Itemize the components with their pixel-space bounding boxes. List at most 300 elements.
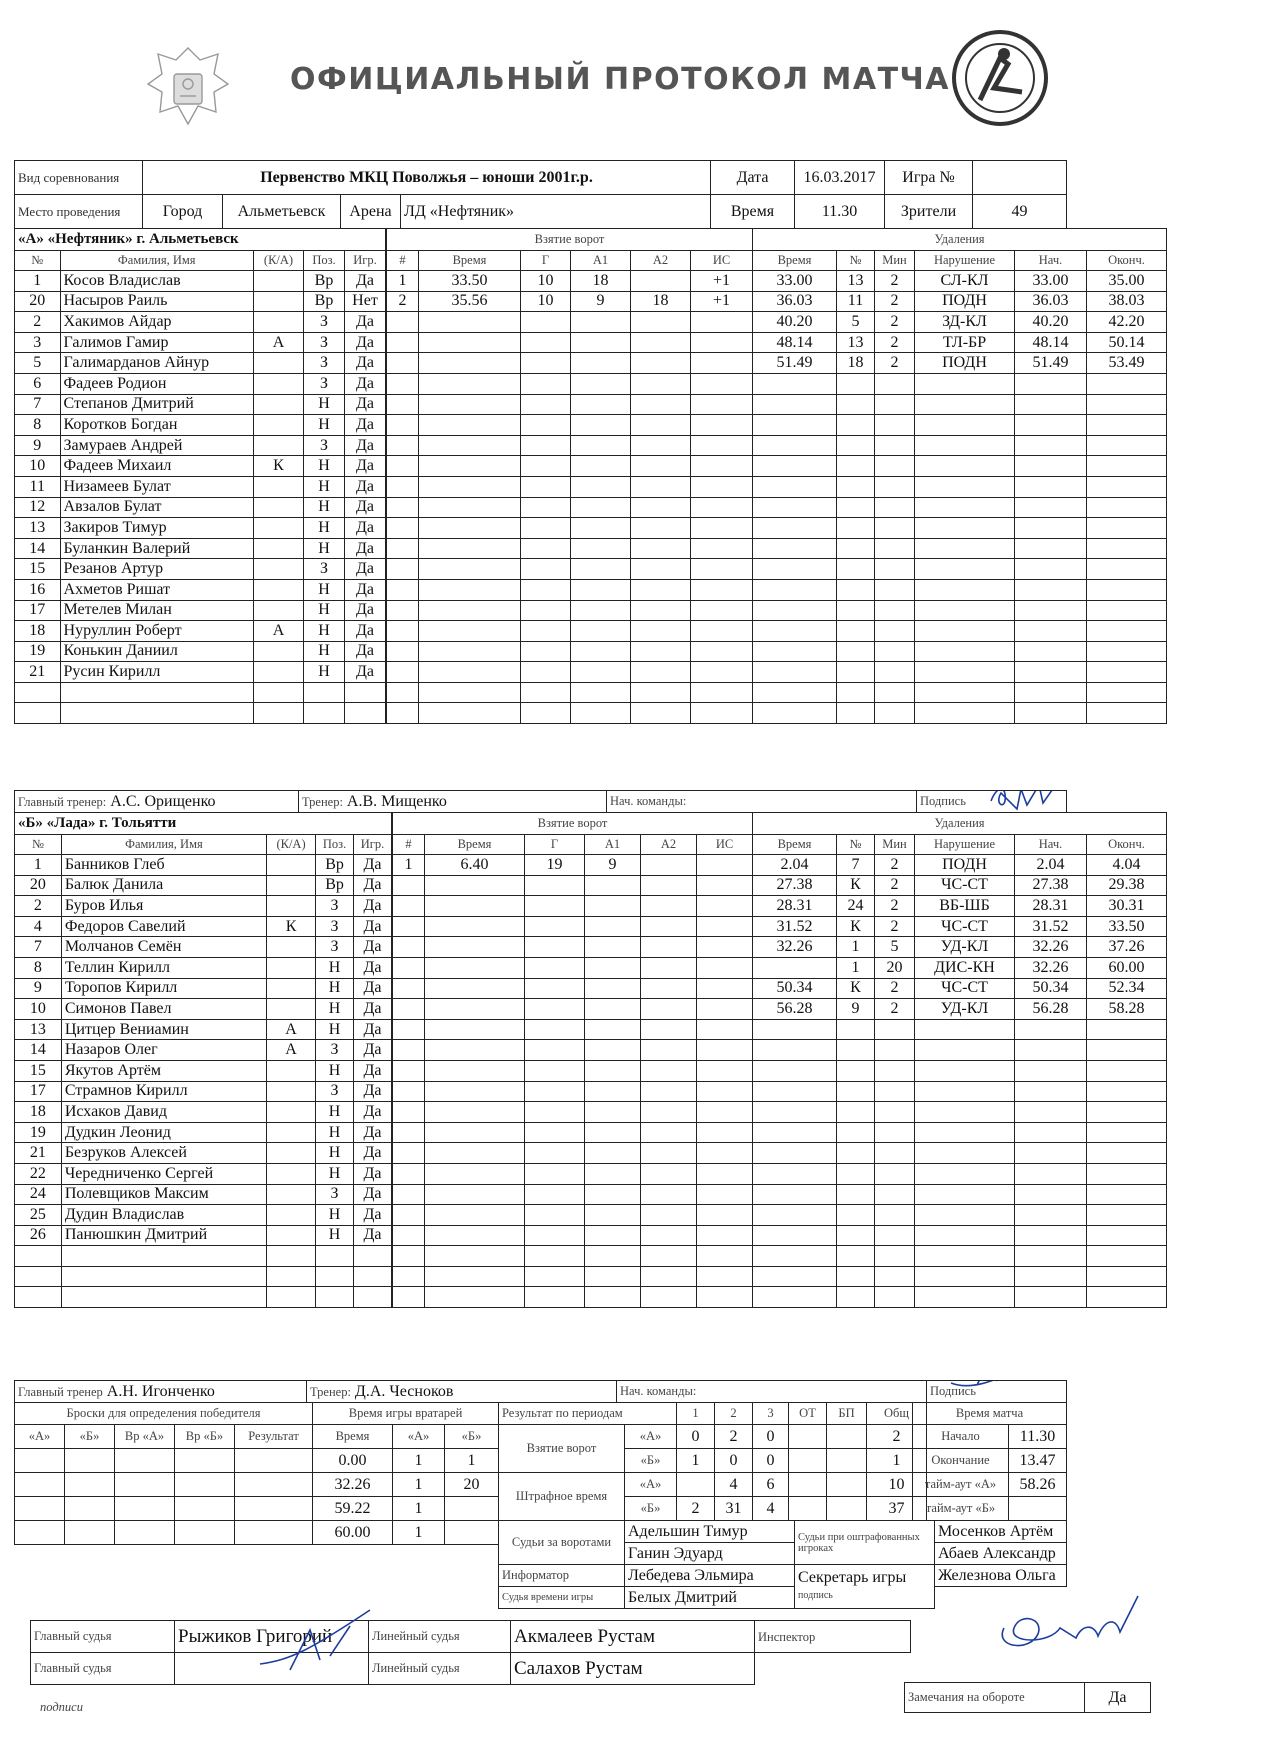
team-b-player-row-cell: Симонов Павел: [61, 999, 266, 1020]
team-a-player-row-cell: Вр: [304, 271, 345, 292]
game-value: [973, 161, 1067, 195]
team-a-penalty-row-cell: [915, 476, 1015, 497]
team-b-goal-row-cell: [393, 1287, 425, 1308]
team-b-player-row: [15, 875, 392, 896]
team-a-penalty-row-cell: 13: [837, 271, 875, 292]
team-a-penalty-row-cell: [1015, 497, 1087, 518]
team-a-penalty-row-cell: [1087, 703, 1167, 724]
col-pos: Поз.: [316, 835, 354, 855]
shootout-row-cell: [175, 1473, 235, 1497]
team-b-goal-row-cell: [393, 916, 425, 937]
team-a-penalty-row-cell: [875, 621, 915, 642]
team-b-player-row: [15, 1143, 392, 1164]
gk-row-cell: 32.26: [313, 1473, 393, 1497]
col-pen-min: Мин: [875, 835, 915, 855]
team-a-player-row-cell: [253, 559, 303, 580]
team-b-player-row-cell: Да: [353, 1205, 391, 1226]
team-a-penalty-row-cell: [753, 456, 837, 477]
team-a-player-row: [15, 641, 386, 662]
team-b-player-row-cell: Да: [353, 855, 391, 876]
secretary: Железнова Ольга: [935, 1565, 1067, 1587]
team-a-player-row-cell: [253, 703, 303, 724]
team-a-penalty-row-cell: 48.14: [1015, 332, 1087, 353]
team-b-goal-row: [393, 1205, 753, 1226]
col-played: Игр.: [345, 251, 386, 271]
team-a-player-row-cell: З: [304, 559, 345, 580]
timeout-a-value: 58.26: [1009, 1473, 1067, 1497]
team-a-penalty-row-cell: 2: [875, 291, 915, 312]
team-b-goal-row-cell: [697, 1081, 753, 1102]
team-a-goal-row: [387, 373, 753, 394]
team-b-goal-row: [393, 1081, 753, 1102]
team-b-goal-row: [393, 1266, 753, 1287]
team-a-penalty-row-cell: 51.49: [1015, 353, 1087, 374]
team-a-penalty-row-cell: [753, 682, 837, 703]
team-b-penalty-row-cell: [1015, 1163, 1087, 1184]
team-a-penalty-row-cell: ПОДН: [915, 353, 1015, 374]
gk-row-cell: [445, 1521, 499, 1545]
team-b-player-row-cell: [267, 1287, 316, 1308]
team-a-goal-row-cell: [631, 456, 691, 477]
team-b-penalty-row-cell: ПОДН: [915, 855, 1015, 876]
team-b-player-row-cell: [267, 1122, 316, 1143]
team-b-penalty-row-cell: [1087, 1019, 1167, 1040]
team-b-player-row-cell: Да: [353, 999, 391, 1020]
team-b-goal-row: [393, 1287, 753, 1308]
team-b-player-row-cell: Да: [353, 1019, 391, 1040]
team-a-penalty-row-cell: СЛ-КЛ: [915, 271, 1015, 292]
team-a-goal-row-cell: 1: [387, 271, 419, 292]
team-b-goal-row-cell: [641, 896, 697, 917]
team-b-goal-row: [393, 1163, 753, 1184]
team-a-goal-row-cell: [521, 703, 571, 724]
team-b-goal-row-cell: [393, 1246, 425, 1267]
team-b-penalty-row: [753, 1081, 1167, 1102]
team-b-player-row-cell: А: [267, 1019, 316, 1040]
team-b-penalty-row-cell: [753, 1184, 837, 1205]
team-a-penalty-row: [753, 353, 1167, 374]
team-a-goal-row-cell: [419, 559, 521, 580]
col-assist1: А1: [571, 251, 631, 271]
team-b-goal-row-cell: [425, 1102, 525, 1123]
team-a-penalty-row: [753, 456, 1167, 477]
team-a-penalty-row-cell: [1015, 456, 1087, 477]
team-b-player-row: [15, 937, 392, 958]
team-a-goal-row-cell: [521, 456, 571, 477]
team-a-goal-row-cell: [631, 538, 691, 559]
team-a-penalty-row-cell: [753, 497, 837, 518]
team-b-player-row-cell: Да: [353, 916, 391, 937]
team-b-goal-row-cell: [697, 937, 753, 958]
team-a-goal-row-cell: [631, 703, 691, 724]
team-a-player-row-cell: Да: [345, 600, 386, 621]
team-a-goal-row-cell: [571, 435, 631, 456]
team-b-player-row-cell: Н: [316, 1163, 354, 1184]
team-a-penalty-row-cell: [837, 559, 875, 580]
team-b-penalty-row-cell: 2.04: [753, 855, 837, 876]
team-b-player-row-cell: Безруков Алексей: [61, 1143, 266, 1164]
col-pen-num: №: [837, 835, 875, 855]
team-b-penalty-row-cell: [915, 1225, 1015, 1246]
team-b-goal-row-cell: [425, 1266, 525, 1287]
team-a-penalty-row-cell: 11: [837, 291, 875, 312]
team-b-penalty-row-cell: 33.50: [1087, 916, 1167, 937]
team-b-penalty-row-cell: 58.28: [1087, 999, 1167, 1020]
team-a-goal-row: [387, 621, 753, 642]
team-b-penalty-row-cell: К: [837, 978, 875, 999]
team-a-goal-row-cell: [691, 600, 753, 621]
team-a-player-row-cell: [304, 682, 345, 703]
shootout-row-cell: [65, 1521, 115, 1545]
team-a-penalty-row: [753, 497, 1167, 518]
team-b-penalty-row-cell: [915, 1184, 1015, 1205]
team-b-penalty-row: [753, 875, 1167, 896]
team-b-player-row-cell: 10: [15, 999, 62, 1020]
team-b-penalty-row-cell: 50.34: [1015, 978, 1087, 999]
team-a-penalty-row-cell: 33.00: [1015, 271, 1087, 292]
team-a-player-row-cell: [253, 415, 303, 436]
team-a-penalty-row-cell: 2: [875, 312, 915, 333]
team-b-penalty-row-cell: 28.31: [753, 896, 837, 917]
team-a-player-row-cell: 9: [15, 435, 61, 456]
shootout-title: Броски для определения победителя: [15, 1403, 313, 1425]
team-a-penalty-row-cell: [1087, 415, 1167, 436]
team-b-penalty-row-cell: [875, 1019, 915, 1040]
team-a-player-row-cell: Н: [304, 476, 345, 497]
team-b-goal-row-cell: [641, 1184, 697, 1205]
team-b-penalty-row-cell: ЧС-СТ: [915, 875, 1015, 896]
team-a-goal-row-cell: [631, 621, 691, 642]
team-a-goal-row-cell: [419, 621, 521, 642]
team-b-player-row-cell: [316, 1266, 354, 1287]
team-b-player-row-cell: Вр: [316, 855, 354, 876]
team-b-penalty-row-cell: [753, 1122, 837, 1143]
team-a-penalty-row: [753, 332, 1167, 353]
team-b-goal-row-cell: [585, 916, 641, 937]
team-b-goal-row-cell: [641, 1287, 697, 1308]
spectators-label: Зрители: [885, 195, 973, 229]
team-a-goal-row-cell: [631, 271, 691, 292]
team-b-goal-row-cell: [525, 1060, 585, 1081]
team-a-penalty-row-cell: [753, 641, 837, 662]
team-b-penalty-row-cell: [753, 1081, 837, 1102]
team-a-player-row-cell: Косов Владислав: [60, 271, 253, 292]
linesman-2: Салахов Рустам: [511, 1653, 755, 1685]
team-a-goal-row-cell: [691, 579, 753, 600]
team-a-penalty-row-cell: [837, 600, 875, 621]
team-b-player-row-cell: Да: [353, 1122, 391, 1143]
team-b-player-row-cell: [15, 1246, 62, 1267]
team-a-goal-row-cell: [691, 394, 753, 415]
team-a-penalty-row-cell: [837, 518, 875, 539]
team-a-player-row-cell: Н: [304, 394, 345, 415]
team-a-goal-row-cell: [571, 559, 631, 580]
team-a-goal-row-cell: 18: [571, 271, 631, 292]
team-a-player-row-cell: 11: [15, 476, 61, 497]
team-b-player-row-cell: Н: [316, 1225, 354, 1246]
team-a-penalty-row-cell: [753, 435, 837, 456]
team-b-goal-row-cell: 19: [525, 855, 585, 876]
team-a-player-row-cell: 2: [15, 312, 61, 333]
team-b-penalty-row-cell: К: [837, 875, 875, 896]
team-b-goal-row-cell: [641, 937, 697, 958]
team-a-penalty-row: [753, 373, 1167, 394]
shootout-row-cell: [65, 1473, 115, 1497]
team-b-penalty-row-cell: [837, 1225, 875, 1246]
team-b-player-row: [15, 978, 392, 999]
team-b-goal-row-cell: [641, 978, 697, 999]
gk-row-cell: 1: [393, 1521, 445, 1545]
team-b-player-row-cell: Дудкин Леонид: [61, 1122, 266, 1143]
team-b-goal-row: [393, 875, 753, 896]
team-b-goal-row: [393, 978, 753, 999]
team-b-trainer: Д.А. Чесноков: [354, 1382, 454, 1400]
shootout-row-cell: [115, 1497, 175, 1521]
team-a-goal-row-cell: [571, 538, 631, 559]
remarks-box: [904, 1682, 1151, 1713]
goalkeeper-time-table: [312, 1402, 499, 1545]
team-a-goal-row-cell: [631, 332, 691, 353]
team-b-penalty-row-cell: [837, 1246, 875, 1267]
team-a-penalty-row-cell: [915, 579, 1015, 600]
team-a-penalty-row-cell: [1087, 621, 1167, 642]
team-b-penalty-row-cell: [753, 1246, 837, 1267]
goals-a-so: [827, 1425, 867, 1449]
team-b-penalty-row: [753, 999, 1167, 1020]
col-assist1: А1: [585, 835, 641, 855]
team-a-penalty-row-cell: 48.14: [753, 332, 837, 353]
team-b-penalty-row-cell: [837, 1266, 875, 1287]
team-a-penalty-row-cell: 40.20: [753, 312, 837, 333]
team-b-penalty-row-cell: 2: [875, 978, 915, 999]
team-b-goal-row-cell: [697, 999, 753, 1020]
team-b-player-row-cell: 4: [15, 916, 62, 937]
team-b-penalty-row-cell: ВБ-ШБ: [915, 896, 1015, 917]
team-b-goal-row-cell: [425, 1019, 525, 1040]
team-a-player-row-cell: [253, 682, 303, 703]
team-a-goal-row-cell: [419, 682, 521, 703]
team-a-goal-row-cell: [419, 415, 521, 436]
team-b-goal-row-cell: [585, 1019, 641, 1040]
team-a-penalty-row-cell: [915, 703, 1015, 724]
team-a-penalty-row-cell: [837, 456, 875, 477]
team-b-goal-row-cell: [585, 999, 641, 1020]
team-b-penalty-row-cell: [753, 1019, 837, 1040]
team-b-penalty-row-cell: [1087, 1040, 1167, 1061]
team-b-player-row-cell: 9: [15, 978, 62, 999]
team-b-goal-row-cell: [425, 1060, 525, 1081]
team-a-player-row-cell: [253, 518, 303, 539]
team-b-player-row-cell: Дудин Владислав: [61, 1205, 266, 1226]
team-b-goal-row: [393, 1225, 753, 1246]
gk-row: [313, 1521, 499, 1545]
team-a-player-row-cell: З: [304, 332, 345, 353]
team-b-goal-row-cell: [585, 1225, 641, 1246]
team-b-penalty-row-cell: 4.04: [1087, 855, 1167, 876]
team-a-penalty-row-cell: [753, 518, 837, 539]
team-a-goals-title: Взятие ворот: [387, 229, 753, 251]
team-b-player-row-cell: З: [316, 1081, 354, 1102]
team-a-player-row-cell: Хакимов Айдар: [60, 312, 253, 333]
team-b-player-row-cell: Да: [353, 937, 391, 958]
team-b-goal-row-cell: [525, 896, 585, 917]
team-b-goals-title: Взятие ворот: [393, 813, 753, 835]
team-b-penalty-row-cell: [837, 1122, 875, 1143]
team-a-goal-row: [387, 579, 753, 600]
col-goal-num: #: [387, 251, 419, 271]
team-a-penalty-row-cell: [875, 456, 915, 477]
team-a-goal-row-cell: [387, 497, 419, 518]
team-a-goal-row-cell: [419, 332, 521, 353]
team-b-penalty-row-cell: УД-КЛ: [915, 937, 1015, 958]
team-a-goal-row: [387, 332, 753, 353]
team-b-penalty-row-cell: 31.52: [1015, 916, 1087, 937]
team-a-player-row-cell: [253, 435, 303, 456]
col-goal-num: #: [393, 835, 425, 855]
team-a-penalty-row: [753, 518, 1167, 539]
team-b-penalty-row-cell: [837, 1143, 875, 1164]
arena-label: Арена: [341, 195, 401, 229]
referees-table: [30, 1620, 911, 1685]
team-a-goal-row-cell: [691, 641, 753, 662]
team-a-player-row-cell: Да: [345, 559, 386, 580]
team-b-player-row-cell: 22: [15, 1163, 62, 1184]
gk-row-cell: 1: [393, 1449, 445, 1473]
team-a-player-row-cell: Н: [304, 518, 345, 539]
team-b-player-row-cell: 14: [15, 1040, 62, 1061]
col-goal-time: Время: [425, 835, 525, 855]
col-pen-time: Время: [753, 835, 837, 855]
shootout-col-4: Результат: [235, 1425, 313, 1449]
team-b-goal-row-cell: [585, 1060, 641, 1081]
team-a-penalty-row-cell: [1015, 559, 1087, 580]
team-a-player-row-cell: Да: [345, 435, 386, 456]
team-a-goal-row-cell: [419, 312, 521, 333]
shootout-col-2: Вр «А»: [115, 1425, 175, 1449]
team-b-penalty-row-cell: [837, 1040, 875, 1061]
team-b-player-row-cell: Н: [316, 1205, 354, 1226]
team-b-penalty-row-cell: 32.26: [753, 937, 837, 958]
team-a-goal-row-cell: [521, 353, 571, 374]
team-b-penalty-row-cell: [1015, 1040, 1087, 1061]
team-b-goal-row-cell: [585, 1246, 641, 1267]
col-goal-scorer: Г: [521, 251, 571, 271]
team-a-captain-label: Нач. команды:: [607, 791, 917, 813]
team-b-goal-row-cell: [641, 855, 697, 876]
team-a-trainer-label: Тренер:: [302, 794, 343, 809]
team-a-goal-row-cell: [521, 621, 571, 642]
team-b-player-row-cell: [61, 1246, 266, 1267]
team-b-penalty-row-cell: 52.34: [1087, 978, 1167, 999]
col-ka: (К/А): [253, 251, 303, 271]
team-a-player-row-cell: 5: [15, 353, 61, 374]
team-b-goal-row-cell: [641, 1081, 697, 1102]
team-a-goal-row-cell: [691, 456, 753, 477]
team-b-goal-row-cell: [641, 1143, 697, 1164]
team-a-penalty-row-cell: [875, 415, 915, 436]
team-a-penalty-row-cell: 35.00: [1087, 271, 1167, 292]
team-b-penalty-row-cell: 2: [875, 875, 915, 896]
team-b-player-row-cell: Полевщиков Максим: [61, 1184, 266, 1205]
period-col-total: Общ: [867, 1403, 927, 1425]
team-b-goal-row-cell: [641, 916, 697, 937]
team-a-player-row-cell: А: [253, 332, 303, 353]
team-a-penalty-row-cell: [1015, 435, 1087, 456]
team-b-goal-row-cell: [697, 1205, 753, 1226]
team-a-goal-row-cell: [387, 476, 419, 497]
team-a-player-row: [15, 621, 386, 642]
team-b-goal-row-cell: [697, 1184, 753, 1205]
team-a-penalty-row-cell: [1087, 456, 1167, 477]
team-b-goal-row-cell: [525, 1040, 585, 1061]
team-a-goal-row-cell: [419, 538, 521, 559]
period-col-1: 1: [677, 1403, 715, 1425]
team-b-goal-row: [393, 916, 753, 937]
team-a-penalty-row-cell: [753, 394, 837, 415]
team-a-player-row-cell: Степанов Дмитрий: [60, 394, 253, 415]
team-b-goal-row-cell: [697, 1287, 753, 1308]
team-a-goal-row-cell: 18: [631, 291, 691, 312]
team-a-label: «А»: [625, 1425, 677, 1449]
team-b-player-row-cell: [316, 1287, 354, 1308]
team-a-player-row-cell: Н: [304, 456, 345, 477]
team-a-goal-row-cell: [691, 662, 753, 683]
informer-label: Информатор: [499, 1565, 625, 1587]
team-a-goal-row-cell: [521, 312, 571, 333]
team-a-penalty-row-cell: [875, 435, 915, 456]
team-a-penalty-row-cell: [1015, 518, 1087, 539]
team-a-signature: [987, 791, 1067, 813]
team-a-goal-row-cell: [571, 641, 631, 662]
secretary-sub: подпись: [798, 1589, 833, 1601]
shootout-row-cell: [235, 1449, 313, 1473]
team-b-penalty-row-cell: [915, 1143, 1015, 1164]
team-b-sign-label: Подпись: [930, 1384, 976, 1398]
team-a-penalty-row-cell: 36.03: [1015, 291, 1087, 312]
team-b-goal-row-cell: [585, 978, 641, 999]
team-b-player-row-cell: З: [316, 937, 354, 958]
team-a-penalty-row: [753, 312, 1167, 333]
gk-title: Время игры вратарей: [313, 1403, 499, 1425]
team-b-player-row-cell: [267, 1184, 316, 1205]
team-b-goal-row: [393, 1246, 753, 1267]
team-a-penalty-row-cell: 18: [837, 353, 875, 374]
col-goal-situation: ИС: [697, 835, 753, 855]
team-a-penalty-row: [753, 682, 1167, 703]
periods-title: Результат по периодам: [499, 1403, 677, 1425]
team-a-goal-row-cell: [521, 559, 571, 580]
team-a-penalty-row-cell: 50.14: [1087, 332, 1167, 353]
team-b-goal-row: [393, 957, 753, 978]
team-b-penalty-row-cell: [837, 1060, 875, 1081]
team-a-player-row-cell: [253, 312, 303, 333]
team-a-penalty-row: [753, 662, 1167, 683]
team-a-goal-row-cell: [571, 662, 631, 683]
team-a-player-row-cell: Авзалов Булат: [60, 497, 253, 518]
team-a-penalty-row-cell: [753, 600, 837, 621]
team-a-goal-row: [387, 415, 753, 436]
team-a-penalty-row-cell: [915, 456, 1015, 477]
team-a-penalty-row-cell: [837, 394, 875, 415]
team-b-goal-row-cell: [425, 896, 525, 917]
team-b-penalty-row-cell: [875, 1060, 915, 1081]
team-a-goal-row-cell: [631, 373, 691, 394]
team-a-goal-row: [387, 703, 753, 724]
team-b-penalty-row-cell: 60.00: [1087, 957, 1167, 978]
team-b-player-row-cell: [316, 1246, 354, 1267]
team-a-penalty-row-cell: [915, 497, 1015, 518]
team-a-player-row-cell: [253, 641, 303, 662]
